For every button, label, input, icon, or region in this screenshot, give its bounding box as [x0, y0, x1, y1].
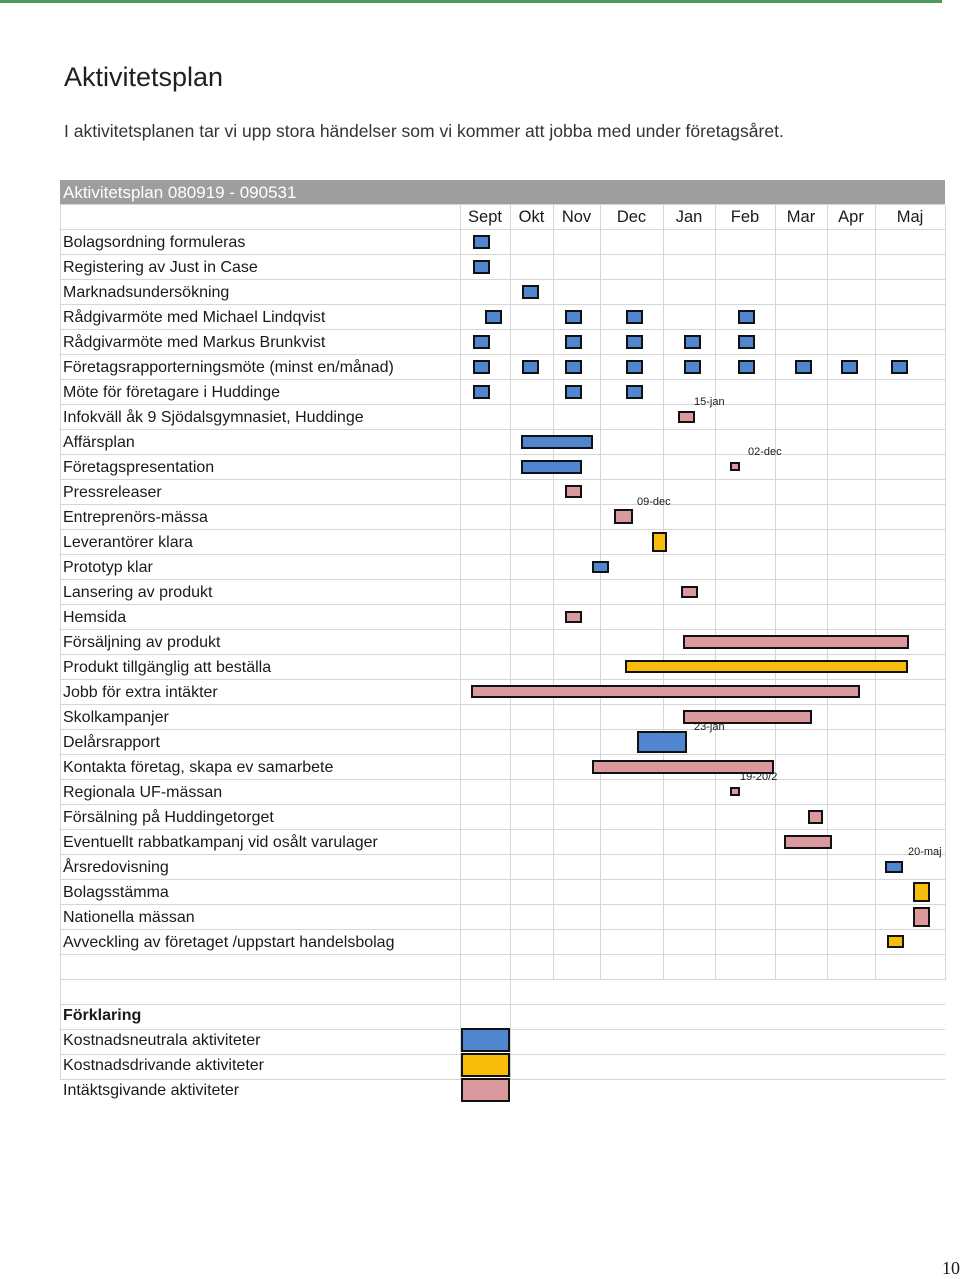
date-note: 02-dec [748, 446, 782, 458]
gantt-bar [808, 810, 823, 824]
gantt-bar [841, 360, 858, 374]
date-note: 19-20/2 [740, 771, 778, 783]
month-header-jan: Jan [675, 208, 703, 226]
gantt-bar [471, 685, 860, 698]
activity-label: Företagsrapporterningsmöte (minst en/månad) [63, 359, 394, 376]
activity-label: Kontakta företag, skapa ev samarbete [63, 759, 334, 776]
activity-label: Produkt tillgänglig att beställa [63, 659, 272, 676]
month-header-sept: Sept [468, 208, 502, 226]
gantt-bar [678, 411, 695, 423]
grid-line [60, 729, 945, 730]
grid-line [60, 979, 945, 980]
gantt-bar [730, 787, 740, 796]
activity-label: Registering av Just in Case [63, 259, 258, 276]
gantt-bar [473, 360, 490, 374]
activity-label: Leverantörer klara [63, 534, 193, 551]
gantt-bar [565, 310, 582, 324]
activity-label: Bolagsstämma [63, 884, 169, 901]
gantt-bar [485, 310, 502, 324]
grid-line [775, 205, 776, 980]
gantt-bar [473, 335, 490, 349]
legend-heading: Förklaring [63, 1007, 142, 1024]
grid-line [827, 205, 828, 980]
gantt-bar [625, 660, 908, 673]
gantt-bar [522, 285, 539, 299]
gantt-bar [565, 485, 582, 498]
grid-line [553, 205, 554, 980]
month-header-apr: Apr [838, 208, 864, 226]
grid-line [510, 205, 511, 1080]
gantt-bar [738, 360, 755, 374]
grid-line [460, 205, 461, 1080]
activity-label: Avveckling av företaget /uppstart handelsbolag [63, 934, 395, 951]
gantt-bar [738, 310, 755, 324]
activity-label: Möte för företagare i Huddinge [63, 384, 281, 401]
activity-label: Försäljning av produkt [63, 634, 221, 651]
gantt-bar [592, 561, 609, 573]
month-header-nov: Nov [561, 208, 592, 226]
activity-label: Pressreleaser [63, 484, 162, 501]
activity-label: Bolagsordning formuleras [63, 234, 246, 251]
page-title: Aktivitetsplan [64, 62, 224, 92]
activity-label: Försälning på Huddingetorget [63, 809, 274, 826]
activity-label: Infokväll åk 9 Sjödalsgymnasiet, Huddinge [63, 409, 364, 426]
gantt-bar [521, 435, 593, 449]
grid-line [60, 1004, 945, 1005]
activity-label: Hemsida [63, 609, 127, 626]
gantt-bar [565, 360, 582, 374]
legend-swatch [461, 1078, 510, 1102]
activity-label: Lansering av produkt [63, 584, 213, 601]
activity-label: Eventuellt rabbatkampanj vid osålt varulager [63, 834, 378, 851]
grid-line [945, 205, 946, 980]
gantt-bar [522, 360, 539, 374]
month-header-mar: Mar [786, 208, 816, 226]
gantt-bar [626, 310, 643, 324]
sheet-title: Aktivitetsplan 080919 - 090531 [60, 180, 945, 205]
gantt-bar [784, 835, 832, 849]
gantt-bar [473, 260, 490, 274]
activity-label: Rådgivarmöte med Michael Lindqvist [63, 309, 326, 326]
gantt-bar [887, 935, 904, 948]
date-note: 09-dec [637, 496, 671, 508]
activity-label: Affärsplan [63, 434, 135, 451]
activity-label: Entreprenörs-mässa [63, 509, 208, 526]
legend-label: Kostnadsdrivande aktiviteter [63, 1057, 264, 1074]
activity-label: Regionala UF-mässan [63, 784, 223, 801]
activity-label: Marknadsundersökning [63, 284, 230, 301]
gantt-bar [795, 360, 812, 374]
grid-line [875, 205, 876, 980]
month-header-maj: Maj [896, 208, 924, 226]
legend-swatch [461, 1053, 510, 1077]
activity-label: Delårsrapport [63, 734, 160, 751]
gantt-bar [626, 385, 643, 399]
gantt-bar [730, 462, 740, 471]
grid-line [663, 205, 664, 980]
gantt-bar [738, 335, 755, 349]
activity-label: Skolkampanjer [63, 709, 169, 726]
activity-grid [60, 205, 945, 1099]
month-header-feb: Feb [730, 208, 760, 226]
gantt-bar [683, 635, 909, 649]
gantt-bar [626, 360, 643, 374]
activity-label: Jobb för extra intäkter [63, 684, 218, 701]
page-number: 10 [942, 1258, 960, 1278]
gantt-bar [565, 335, 582, 349]
activity-label: Rådgivarmöte med Markus Brunkvist [63, 334, 326, 351]
date-note: 15-jan [694, 396, 725, 408]
activity-label: Prototyp klar [63, 559, 153, 576]
gantt-bar [565, 611, 582, 623]
legend-swatch [461, 1028, 510, 1052]
month-header-okt: Okt [518, 208, 545, 226]
top-rule [0, 0, 942, 3]
month-header-dec: Dec [616, 208, 647, 226]
gantt-bar [637, 731, 687, 753]
gantt-bar [652, 532, 667, 552]
date-note: 23-jan [694, 721, 725, 733]
gantt-bar [681, 586, 698, 598]
gantt-bar [684, 335, 701, 349]
grid-line [60, 205, 61, 1080]
gantt-bar [565, 385, 582, 399]
gantt-bar [885, 861, 903, 873]
gantt-bar [891, 360, 908, 374]
gantt-bar [913, 882, 930, 902]
legend-label: Kostnadsneutrala aktiviteter [63, 1032, 261, 1049]
activity-label: Nationella mässan [63, 909, 195, 926]
intro-text: I aktivitetsplanen tar vi upp stora händelser som vi kommer att jobba med under företagsåret. [64, 121, 784, 141]
grid-line [60, 879, 945, 880]
activity-label: Årsredovisning [63, 859, 169, 876]
legend-label: Intäktsgivande aktiviteter [63, 1082, 240, 1099]
gantt-bar [473, 235, 490, 249]
gantt-bar [473, 385, 490, 399]
gantt-bar [913, 907, 930, 927]
grid-line [715, 205, 716, 980]
gantt-bar [684, 360, 701, 374]
activity-label: Företagspresentation [63, 459, 215, 476]
gantt-bar [521, 460, 582, 474]
gantt-bar [614, 509, 633, 524]
grid-line [600, 205, 601, 980]
gantt-bar [626, 335, 643, 349]
date-note: 20-maj [908, 846, 942, 858]
